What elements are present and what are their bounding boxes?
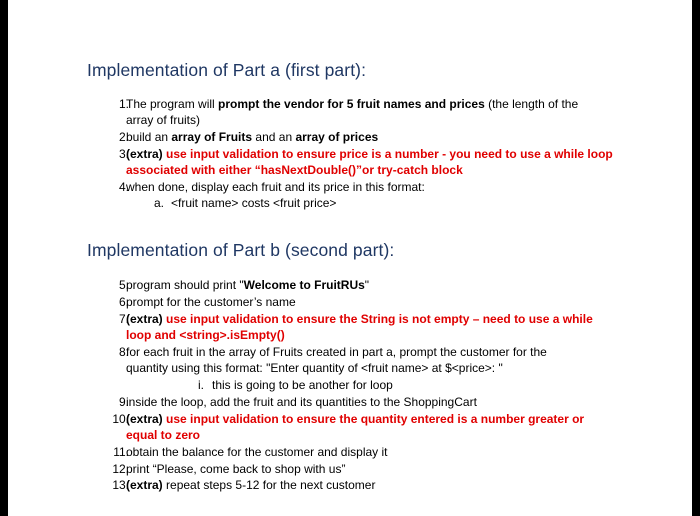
- item-text: <fruit name> costs <fruit price>: [171, 196, 337, 210]
- item-text: this is going to be another for loop: [212, 378, 393, 392]
- item-text: array of fruits): [126, 113, 201, 127]
- sub-list-roman: i.: [198, 378, 204, 392]
- item-text: program should print ": [126, 278, 244, 292]
- item-red-text: associated with either “hasNextDouble()”or try-catch block: [126, 163, 463, 177]
- item-red-text: use input validation to ensure the String is not empty – need to use a while: [166, 312, 593, 326]
- list-number: 11.: [113, 445, 129, 459]
- item-red-text: equal to zero: [126, 428, 201, 442]
- item-text: repeat steps 5-12 for the next customer: [162, 478, 376, 492]
- list-number: 3.: [118, 147, 129, 161]
- list-number: 7.: [118, 312, 129, 326]
- list-number: 12.: [112, 462, 129, 476]
- list-number: 5.: [118, 278, 129, 292]
- item-red-text: loop and <string>.isEmpty(): [126, 328, 285, 342]
- item-text: inside the loop, add the fruit and its quantities to the ShoppingCart: [126, 395, 477, 409]
- sub-list-letter: a.: [153, 196, 164, 210]
- list-number: 9.: [118, 395, 129, 409]
- left-frame-border: [0, 0, 8, 516]
- item-text: obtain the balance for the customer and display it: [126, 445, 388, 459]
- list-number: 13.: [112, 478, 129, 492]
- extra-label: (extra): [126, 147, 167, 161]
- list-number: 4.: [118, 180, 129, 194]
- item-bold-text: array of Fruits: [171, 130, 253, 144]
- list-number: 1.: [118, 97, 129, 111]
- part-b-heading: Implementation of Part b (second part):: [87, 240, 395, 260]
- item-bold-text: Welcome to FruitRUs: [243, 278, 365, 292]
- item-text: (the length of the: [484, 97, 579, 111]
- item-text: ": [364, 278, 370, 292]
- part-a-heading: Implementation of Part a (first part):: [87, 60, 367, 80]
- item-text: when done, display each fruit and its price in this format:: [126, 180, 425, 194]
- item-bold-text: array of prices: [295, 130, 379, 144]
- item-text: build an: [126, 130, 172, 144]
- item-text: for each fruit in the array of Fruits created in part a, prompt the customer for the: [126, 345, 547, 359]
- list-number: 2.: [118, 130, 129, 144]
- extra-label: (extra): [126, 412, 167, 426]
- item-text: print “Please, come back to shop with us”: [126, 462, 346, 476]
- document-page: [8, 0, 692, 516]
- extra-label: (extra): [126, 312, 167, 326]
- item-text: and an: [252, 130, 296, 144]
- extra-label: (extra): [126, 478, 163, 492]
- list-number: 10.: [112, 412, 129, 426]
- item-red-text: use input validation to ensure price is a number - you need to use a while loop: [166, 147, 613, 161]
- item-text: The program will: [126, 97, 219, 111]
- item-red-text: use input validation to ensure the quantity entered is a number greater or: [166, 412, 585, 426]
- item-bold-text: prompt the vendor for 5 fruit names and prices: [218, 97, 485, 111]
- item-text: quantity using this format: "Enter quantity of <fruit name> at $<price>: ": [126, 361, 503, 375]
- list-number: 6.: [118, 295, 129, 309]
- list-number: 8.: [118, 345, 129, 359]
- right-frame-border: [692, 0, 700, 516]
- item-text: prompt for the customer’s name: [126, 295, 296, 309]
